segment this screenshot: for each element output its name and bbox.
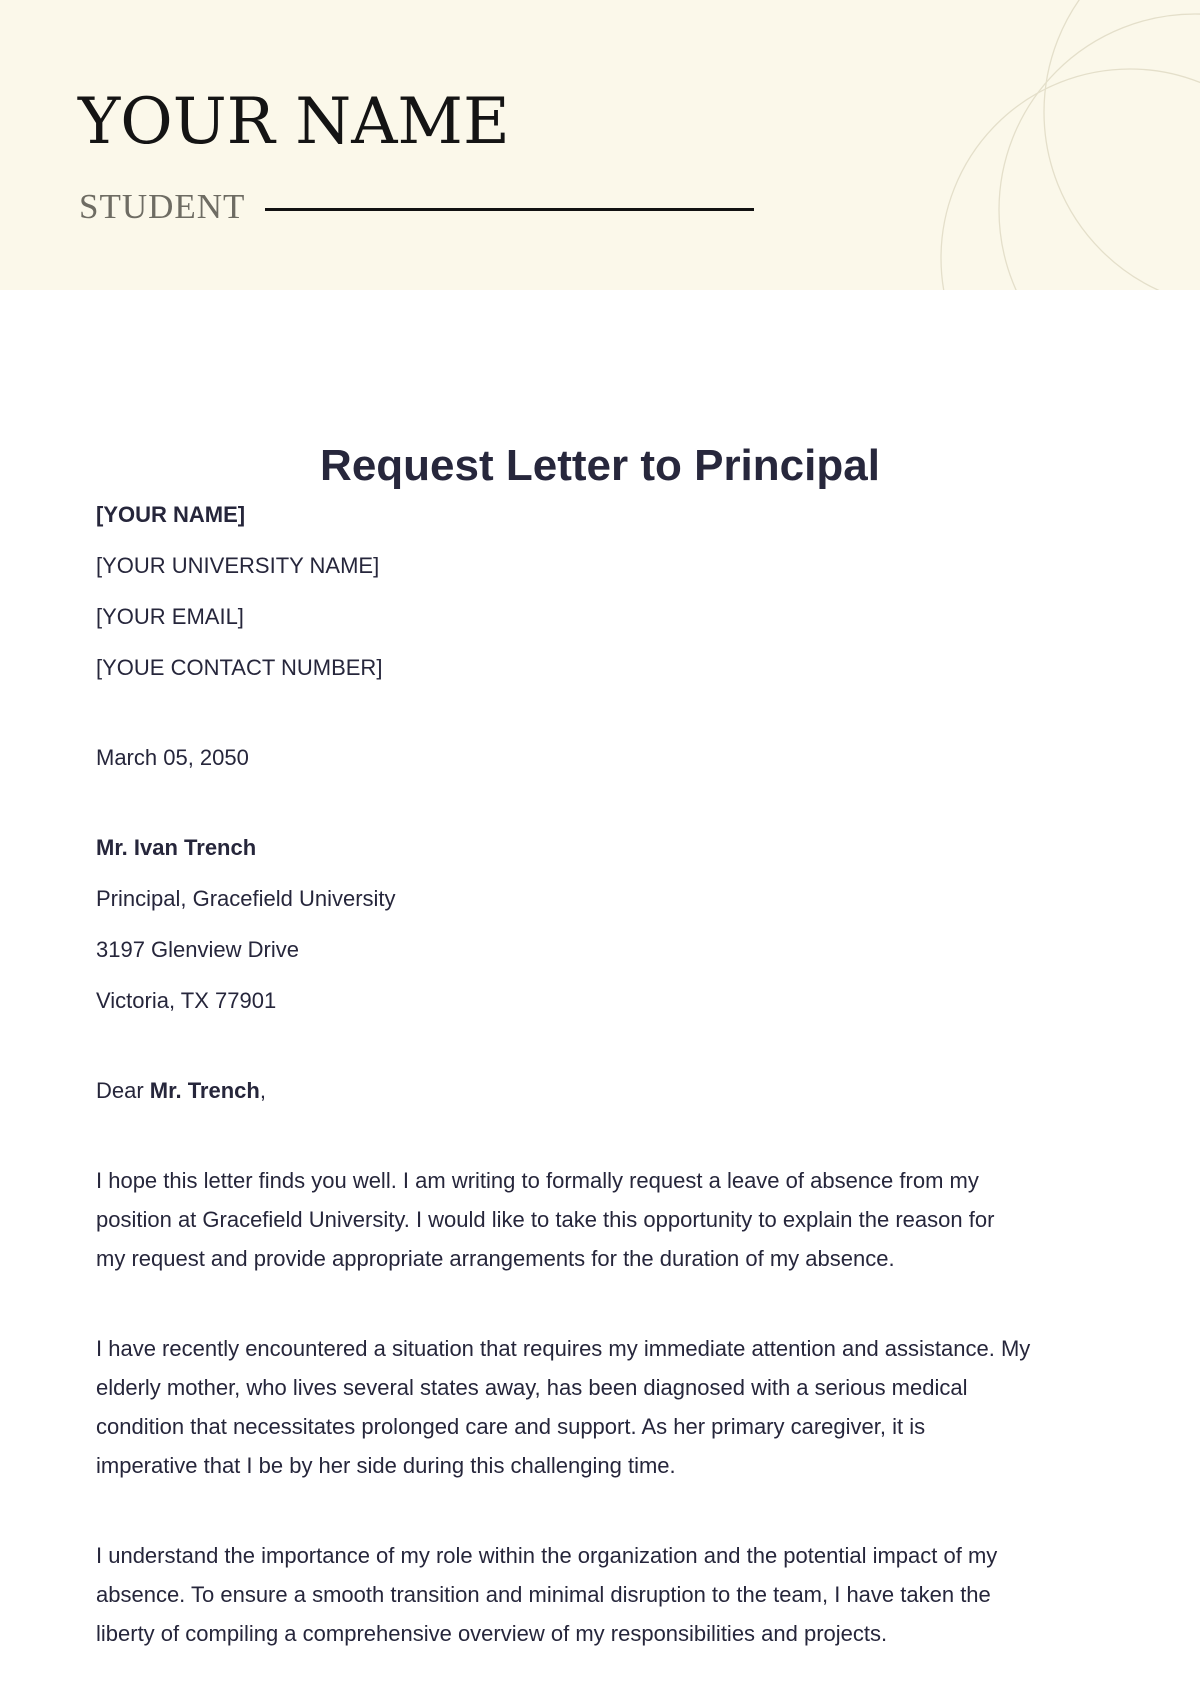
recipient-address-line1: 3197 Glenview Drive (96, 937, 299, 962)
recipient-name: Mr. Ivan Trench (96, 835, 257, 860)
paragraph-line: I have recently encountered a situation that requires my immediate attention and assistance. My (96, 1336, 1031, 1361)
sender-email: [YOUR EMAIL] (96, 604, 244, 629)
header-role: STUDENT (79, 187, 246, 226)
sender-university: [YOUR UNIVERSITY NAME] (96, 553, 380, 578)
body-paragraph (96, 1161, 1096, 1278)
letter-title: Request Letter to Principal (320, 441, 880, 490)
recipient-title: Principal, Gracefield University (96, 886, 396, 911)
paragraph-line: I hope this letter finds you well. I am writing to formally request a leave of absence from my (96, 1168, 979, 1193)
salutation-name: Mr. Trench (149, 1078, 260, 1103)
recipient-address-line2: Victoria, TX 77901 (96, 988, 277, 1013)
paragraph-line: I understand the importance of my role within the organization and the potential impact of my (96, 1543, 998, 1568)
header-divider (265, 208, 754, 211)
body-paragraph (96, 1329, 1096, 1485)
salutation-prefix: Dear (96, 1078, 150, 1103)
header-name: YOUR NAME (78, 85, 510, 159)
salutation (96, 1076, 266, 1106)
body-paragraph (96, 1536, 1096, 1653)
paragraph-line: condition that necessitates prolonged care and support. As her primary caregiver, it is (96, 1414, 926, 1439)
salutation-suffix: , (259, 1078, 266, 1103)
paragraph-line: imperative that I be by her side during this challenging time. (96, 1453, 676, 1478)
header-band (0, 0, 1200, 290)
decorative-circle (941, 69, 1200, 290)
paragraph-line: liberty of compiling a comprehensive overview of my responsibilities and projects. (96, 1621, 888, 1646)
paragraph-line: my request and provide appropriate arrangements for the duration of my absence. (96, 1246, 895, 1271)
letter-date: March 05, 2050 (96, 745, 249, 770)
paragraph-line: absence. To ensure a smooth transition and minimal disruption to the team, I have taken the (96, 1582, 991, 1607)
sender-contact: [YOUE CONTACT NUMBER] (96, 655, 383, 680)
paragraph-line: position at Gracefield University. I would like to take this opportunity to explain the reason for (96, 1207, 995, 1232)
decorative-circle (1044, 0, 1200, 290)
paragraph-line: elderly mother, who lives several states away, has been diagnosed with a serious medical (96, 1375, 968, 1400)
sender-name: [YOUR NAME] (96, 502, 246, 527)
